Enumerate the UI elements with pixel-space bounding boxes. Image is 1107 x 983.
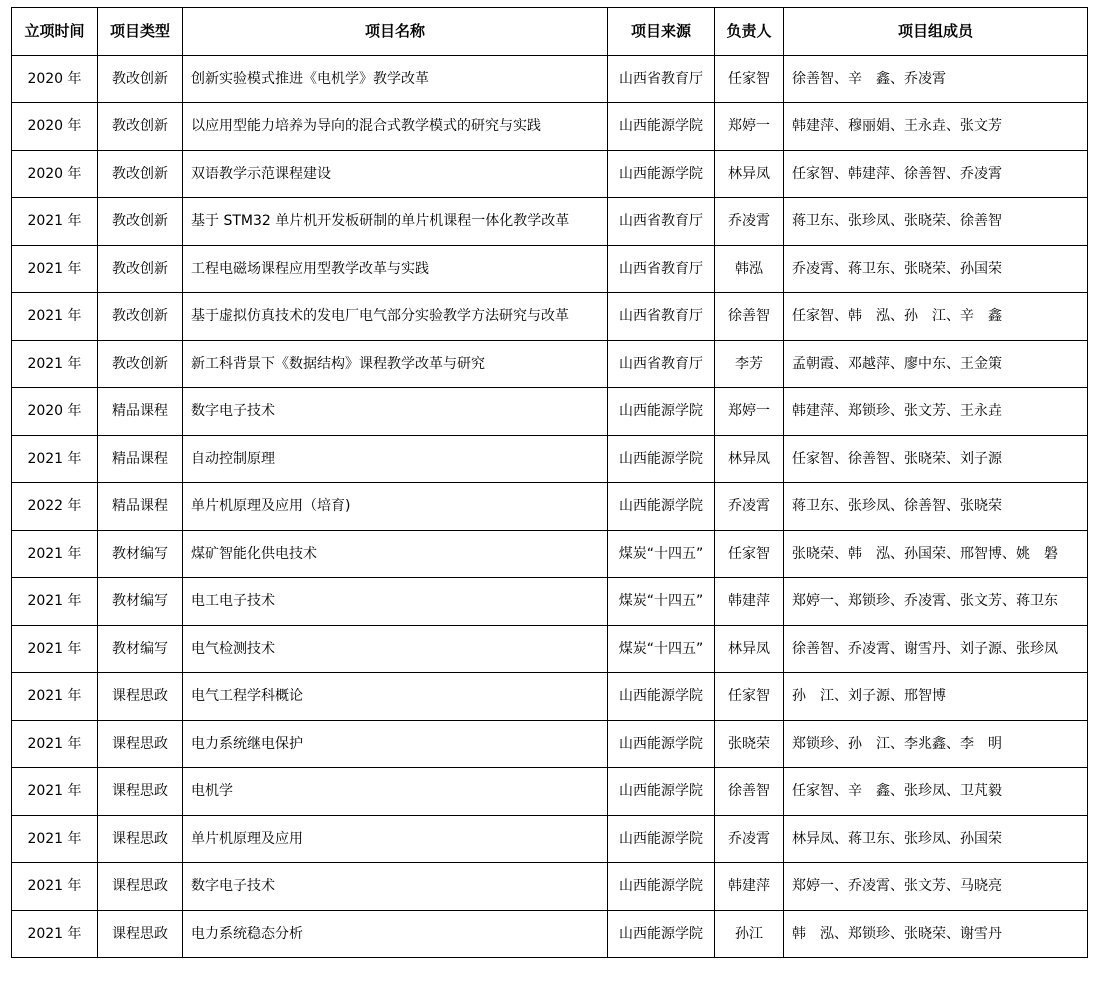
cell-members: 蒋卫东、张珍凤、张晓荣、徐善智 [784,198,1088,246]
cell-project-name: 单片机原理及应用（培育) [183,483,608,531]
cell-project-type: 教改创新 [98,340,183,388]
cell-project-source: 山西能源学院 [608,768,715,816]
cell-start-time: 2021 年 [12,910,98,958]
cell-project-type: 精品课程 [98,483,183,531]
table-row [12,768,1088,816]
cell-project-source: 煤炭“十四五” [608,625,715,673]
cell-leader: 徐善智 [715,293,784,341]
cell-project-type: 教材编写 [98,578,183,626]
cell-project-name: 电气检测技术 [183,625,608,673]
header-members: 项目组成员 [784,8,1088,56]
cell-project-source: 山西能源学院 [608,483,715,531]
cell-leader: 郑婷一 [715,103,784,151]
cell-members: 任家智、辛 鑫、张珍凤、卫芃毅 [784,768,1088,816]
cell-start-time: 2021 年 [12,625,98,673]
cell-start-time: 2022 年 [12,483,98,531]
cell-members: 韩建萍、穆丽娟、王永垚、张文芳 [784,103,1088,151]
table-row [12,103,1088,151]
cell-leader: 韩建萍 [715,578,784,626]
cell-project-source: 山西能源学院 [608,150,715,198]
cell-project-type: 教改创新 [98,150,183,198]
cell-project-name: 自动控制原理 [183,435,608,483]
cell-leader: 任家智 [715,530,784,578]
cell-leader: 林异凤 [715,435,784,483]
cell-leader: 乔凌霄 [715,483,784,531]
header-row [12,8,1088,56]
cell-leader: 韩建萍 [715,863,784,911]
cell-project-type: 教改创新 [98,103,183,151]
cell-project-type: 教材编写 [98,530,183,578]
cell-leader: 乔凌霄 [715,815,784,863]
cell-project-name: 新工科背景下《数据结构》课程教学改革与研究 [183,340,608,388]
cell-project-name: 基于 STM32 单片机开发板研制的单片机课程一体化教学改革 [183,198,608,246]
cell-leader: 林异凤 [715,625,784,673]
cell-project-type: 课程思政 [98,910,183,958]
cell-project-source: 山西省教育厅 [608,245,715,293]
table-row [12,198,1088,246]
cell-members: 林异凤、蒋卫东、张珍凤、孙国荣 [784,815,1088,863]
cell-members: 张晓荣、韩 泓、孙国荣、邢智博、姚 磐 [784,530,1088,578]
table-row [12,340,1088,388]
cell-project-source: 山西能源学院 [608,863,715,911]
cell-start-time: 2020 年 [12,388,98,436]
cell-start-time: 2021 年 [12,530,98,578]
cell-project-name: 电气工程学科概论 [183,673,608,721]
cell-project-source: 山西能源学院 [608,673,715,721]
cell-project-source: 山西省教育厅 [608,55,715,103]
cell-project-type: 教材编写 [98,625,183,673]
table-row [12,293,1088,341]
cell-leader: 任家智 [715,55,784,103]
cell-leader: 乔凌霄 [715,198,784,246]
cell-project-name: 数字电子技术 [183,863,608,911]
cell-start-time: 2021 年 [12,245,98,293]
cell-members: 韩建萍、郑锁珍、张文芳、王永垚 [784,388,1088,436]
cell-start-time: 2021 年 [12,720,98,768]
cell-project-type: 精品课程 [98,435,183,483]
cell-start-time: 2020 年 [12,103,98,151]
cell-project-name: 电机学 [183,768,608,816]
table-row [12,625,1088,673]
table-row [12,245,1088,293]
cell-start-time: 2020 年 [12,150,98,198]
cell-leader: 李芳 [715,340,784,388]
cell-leader: 张晓荣 [715,720,784,768]
table-row [12,435,1088,483]
cell-start-time: 2021 年 [12,293,98,341]
table-row [12,863,1088,911]
cell-project-type: 课程思政 [98,720,183,768]
cell-start-time: 2021 年 [12,340,98,388]
cell-project-source: 煤炭“十四五” [608,578,715,626]
cell-project-type: 课程思政 [98,673,183,721]
table-row [12,578,1088,626]
cell-members: 乔凌霄、蒋卫东、张晓荣、孙国荣 [784,245,1088,293]
cell-members: 孟朝霞、邓越萍、廖中东、王金策 [784,340,1088,388]
table-row [12,150,1088,198]
cell-project-name: 电力系统继电保护 [183,720,608,768]
cell-project-type: 课程思政 [98,863,183,911]
cell-members: 郑婷一、郑锁珍、乔凌霄、张文芳、蒋卫东 [784,578,1088,626]
cell-project-name: 单片机原理及应用 [183,815,608,863]
cell-members: 郑锁珍、孙 江、李兆鑫、李 明 [784,720,1088,768]
cell-project-source: 山西能源学院 [608,103,715,151]
table-row [12,815,1088,863]
cell-project-name: 数字电子技术 [183,388,608,436]
cell-start-time: 2021 年 [12,863,98,911]
cell-leader: 林异凤 [715,150,784,198]
table-row [12,55,1088,103]
cell-project-type: 课程思政 [98,815,183,863]
cell-project-type: 教改创新 [98,245,183,293]
header-project-name: 项目名称 [183,8,608,56]
cell-project-name: 电工电子技术 [183,578,608,626]
cell-project-source: 煤炭“十四五” [608,530,715,578]
table-row [12,483,1088,531]
cell-members: 徐善智、乔凌霄、谢雪丹、刘子源、张珍凤 [784,625,1088,673]
cell-project-name: 创新实验模式推进《电机学》教学改革 [183,55,608,103]
cell-project-type: 课程思政 [98,768,183,816]
table-row [12,530,1088,578]
cell-members: 郑婷一、乔凌霄、张文芳、马晓亮 [784,863,1088,911]
header-leader: 负责人 [715,8,784,56]
cell-project-name: 工程电磁场课程应用型教学改革与实践 [183,245,608,293]
project-table [11,7,1088,958]
cell-leader: 任家智 [715,673,784,721]
cell-project-name: 基于虚拟仿真技术的发电厂电气部分实验教学方法研究与改革 [183,293,608,341]
table-row [12,720,1088,768]
cell-members: 孙 江、刘子源、邢智博 [784,673,1088,721]
cell-project-source: 山西能源学院 [608,910,715,958]
table-row [12,673,1088,721]
cell-members: 徐善智、辛 鑫、乔凌霄 [784,55,1088,103]
cell-members: 任家智、韩 泓、孙 江、辛 鑫 [784,293,1088,341]
table-body [12,55,1088,958]
cell-members: 蒋卫东、张珍凤、徐善智、张晓荣 [784,483,1088,531]
cell-start-time: 2021 年 [12,768,98,816]
cell-project-type: 教改创新 [98,198,183,246]
cell-leader: 郑婷一 [715,388,784,436]
cell-start-time: 2021 年 [12,198,98,246]
cell-start-time: 2021 年 [12,578,98,626]
cell-project-name: 双语教学示范课程建设 [183,150,608,198]
cell-start-time: 2021 年 [12,673,98,721]
table-row [12,388,1088,436]
cell-leader: 韩泓 [715,245,784,293]
cell-project-source: 山西省教育厅 [608,340,715,388]
cell-project-source: 山西省教育厅 [608,293,715,341]
cell-members: 任家智、徐善智、张晓荣、刘子源 [784,435,1088,483]
cell-project-source: 山西能源学院 [608,815,715,863]
header-project-type: 项目类型 [98,8,183,56]
cell-project-type: 精品课程 [98,388,183,436]
cell-leader: 徐善智 [715,768,784,816]
cell-project-source: 山西能源学院 [608,388,715,436]
cell-project-type: 教改创新 [98,293,183,341]
cell-members: 任家智、韩建萍、徐善智、乔凌霄 [784,150,1088,198]
cell-start-time: 2020 年 [12,55,98,103]
cell-project-source: 山西能源学院 [608,720,715,768]
table-row [12,910,1088,958]
cell-project-type: 教改创新 [98,55,183,103]
cell-project-source: 山西能源学院 [608,435,715,483]
cell-start-time: 2021 年 [12,435,98,483]
cell-project-source: 山西省教育厅 [608,198,715,246]
cell-members: 韩 泓、郑锁珍、张晓荣、谢雪丹 [784,910,1088,958]
header-start-time: 立项时间 [12,8,98,56]
cell-start-time: 2021 年 [12,815,98,863]
cell-project-name: 煤矿智能化供电技术 [183,530,608,578]
cell-project-name: 以应用型能力培养为导向的混合式教学模式的研究与实践 [183,103,608,151]
cell-project-name: 电力系统稳态分析 [183,910,608,958]
header-project-source: 项目来源 [608,8,715,56]
cell-leader: 孙江 [715,910,784,958]
